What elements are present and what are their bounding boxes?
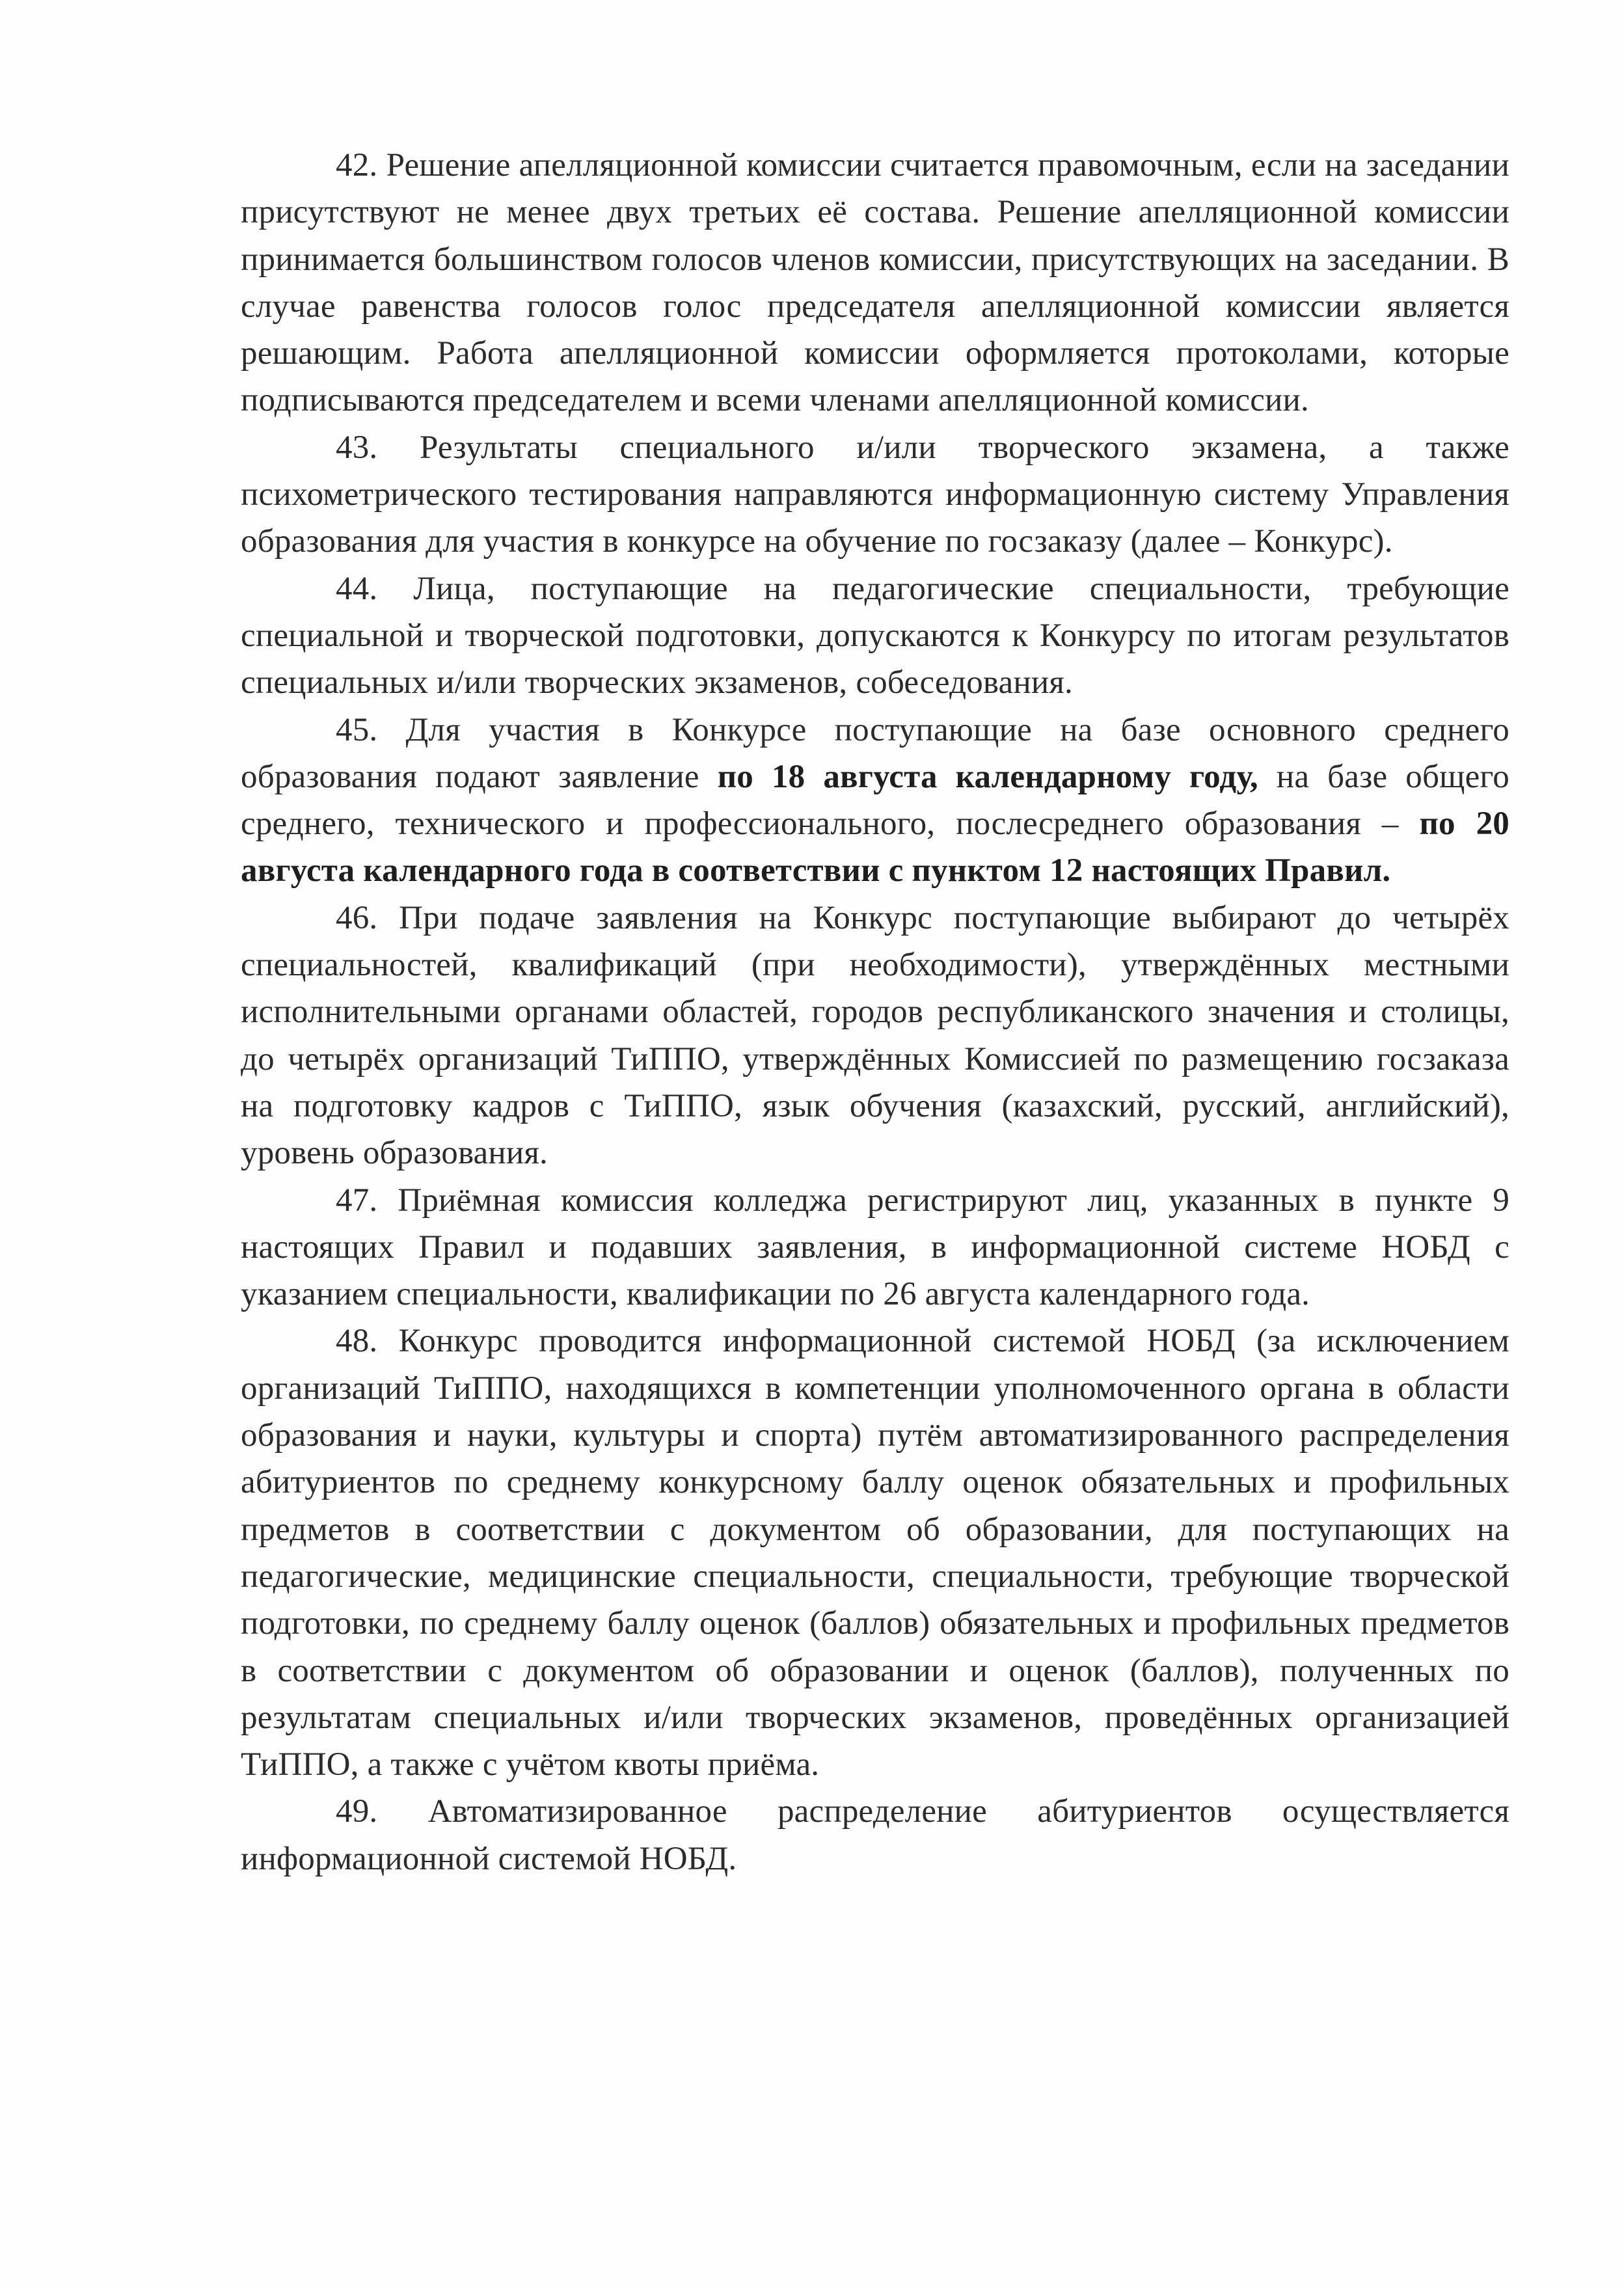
paragraph-text: 49. Автоматизированное распределение абитуриентов осуществляется информационной системой НОБД. xyxy=(241,1793,1509,1877)
paragraph-text: 46. При подаче заявления на Конкурс поступающие выбирают до четырёх специальностей, квалификаций (при необходимости), утверждённых местными исполнительными органами областей, городов республиканского значения и столицы, до четырёх организаций ТиППО, утверждённых Комиссией по размещению госзаказа на подготовку кадров с ТиППО, язык обучения (казахский, русский, английский), уровень образования. xyxy=(241,899,1509,1172)
paragraph-text: 47. Приёмная комиссия колледжа регистрируют лиц, указанных в пункте 9 настоящих Правил и подавших заявления, в информационной системе НОБД с указанием специальности, квалификации по 26 августа календарного года. xyxy=(241,1182,1509,1313)
paragraph-45 xyxy=(241,707,1509,895)
document-body xyxy=(241,142,1509,1882)
paragraph-bold-text: по 18 августа календарному году, xyxy=(717,758,1258,795)
paragraph-49 xyxy=(241,1788,1509,1882)
paragraph-text: 44. Лица, поступающие на педагогические специальности, требующие специальной и творческой подготовки, допускаются к Конкурсу по итогам результатов специальных и/или творческих экзаменов, собеседования. xyxy=(241,570,1509,701)
paragraph-42 xyxy=(241,142,1509,424)
paragraph-44 xyxy=(241,565,1509,707)
paragraph-46 xyxy=(241,895,1509,1177)
paragraph-bold-text: по 20 августа календарного года в соответствии с пунктом 12 настоящих Правил. xyxy=(241,806,1509,889)
paragraph-47 xyxy=(241,1177,1509,1318)
paragraph-text: на базе общего среднего, технического и профессионального, послесреднего образования – xyxy=(241,758,1509,843)
paragraph-text: 48. Конкурс проводится информационной системой НОБД (за исключением организаций ТиППО, находящихся в компетенции уполномоченного органа в области образования и науки, культуры и спорта) путём автоматизированного распределения абитуриентов по среднему конкурсному баллу оценок обязательных и профильных предметов в соответствии с документом об образовании, для поступающих на педагогические, медицинские специальности, специальности, требующие творческой подготовки, по среднему баллу оценок (баллов) обязательных и профильных предметов в соответствии с документом об образовании и оценок (баллов), полученных по результатам специальных и/или творческих экзаменов, проведённых организацией ТиППО, а также с учётом квоты приёма. xyxy=(241,1323,1509,1783)
paragraph-43 xyxy=(241,424,1509,565)
paragraph-text: 43. Результаты специального и/или творческого экзамена, а также психометрического тестирования направляются информационную систему Управления образования для участия в конкурсе на обучение по госзаказу (далее – Конкурс). xyxy=(241,429,1509,560)
paragraph-text: 42. Решение апелляционной комиссии считается правомочным, если на заседании присутствуют не менее двух третьих её состава. Решение апелляционной комиссии принимается большинством голосов членов комиссии, присутствующих на заседании. В случае равенства голосов голос председателя апелляционной комиссии является решающим. Работа апелляционной комиссии оформляется протоколами, которые подписываются председателем и всеми членами апелляционной комиссии. xyxy=(241,147,1509,419)
paragraph-48 xyxy=(241,1318,1509,1788)
paragraph-text: 45. Для участия в Конкурсе поступающие на базе основного среднего образования подают заявление xyxy=(241,711,1509,795)
